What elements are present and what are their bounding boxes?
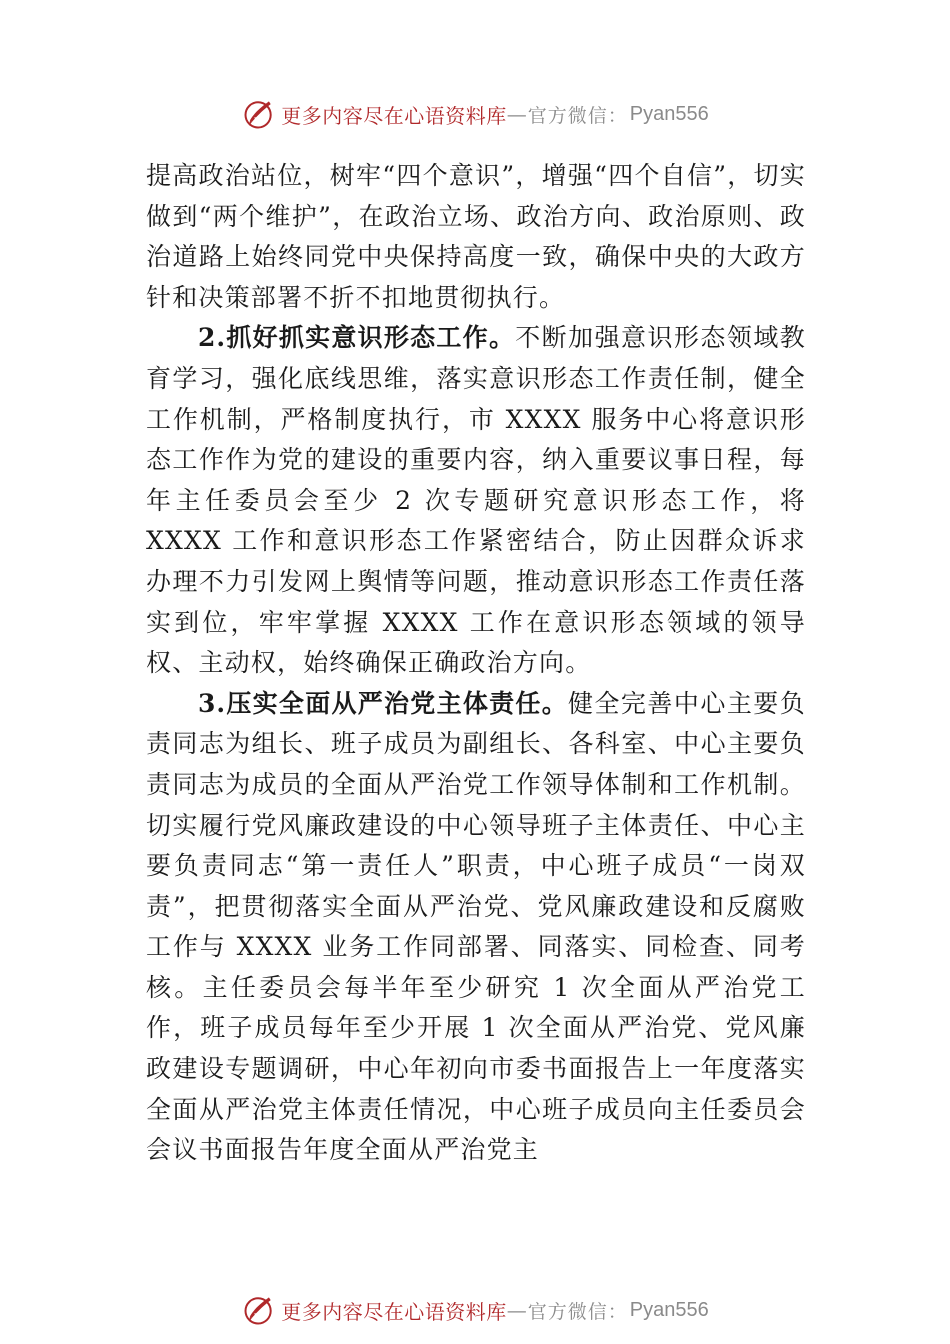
wechat-id: Pyan556: [629, 1298, 709, 1321]
banner-dash: —: [506, 102, 528, 126]
wechat-label: 官方微信：: [527, 104, 628, 127]
brand-text: 更多内容尽在心语资料库: [281, 1299, 507, 1324]
pen-logo-icon: [241, 96, 277, 132]
pen-logo-icon: [241, 1292, 277, 1328]
header-banner: [0, 92, 950, 136]
paragraph-2: [146, 318, 806, 683]
paragraph-3-text: 健全完善中心主要负责同志为组长、班子成员为副组长、各科室、中心主要负责同志为成员的全面从严治党工作领导体制和工作机制。切实履行党风廉政建设的中心领导班子主体责任、中心主要负责同志“第一责任人”职责，中心班子成员“一岗双责”，把贯彻落实全面从严治党、党风廉政建设和反腐败工作与 XXXX 业务工作同部署、同落实、同检查、同考核。主任委员会每半年至少研究 1 次全面从严治党工作，班子成员每年至少开展 1 次全面从严治党、党风廉政建设专题调研，中心年初向市委书面报告上一年度落实全面从严治党主体责任情况，中心班子成员向主任委员会会议书面报告年度全面从严治党主: [146, 688, 806, 1165]
paragraph-1-text: 提高政治站位，树牢“四个意识”，增强“四个自信”，切实做到“两个维护”，在政治立场、政治方向、政治原则、政治道路上始终同党中央保持高度一致，确保中央的大政方针和决策部署不折不扣地贯彻执行。: [146, 161, 806, 312]
paragraph-3: [146, 684, 806, 1171]
paragraph-1: [146, 156, 806, 318]
wechat-id: Pyan556: [629, 102, 709, 125]
wechat-label: 官方微信：: [527, 1300, 628, 1323]
document-body: [146, 156, 806, 1171]
brand-text: 更多内容尽在心语资料库: [281, 103, 507, 128]
paragraph-2-text: 不断加强意识形态领域教育学习，强化底线思维，落实意识形态工作责任制，健全工作机制，严格制度执行，市 XXXX 服务中心将意识形态工作作为党的建设的重要内容，纳入重要议事日程，每年主任委员会至少 2 次专题研究意识形态工作，将 XXXX 工作和意识形态工作紧密结合，防止因群众诉求办理不力引发网上舆情等问题，推动意识形态工作责任落实到位，牢牢掌握 XXXX 工作在意识形态领域的领导权、主动权，始终确保正确政治方向。: [146, 323, 806, 678]
banner-dash: —: [506, 1298, 528, 1322]
paragraph-2-heading: 2.抓好抓实意识形态工作。: [198, 323, 516, 353]
footer-banner: [0, 1288, 950, 1332]
paragraph-3-heading: 3.压实全面从严治党主体责任。: [198, 688, 568, 718]
